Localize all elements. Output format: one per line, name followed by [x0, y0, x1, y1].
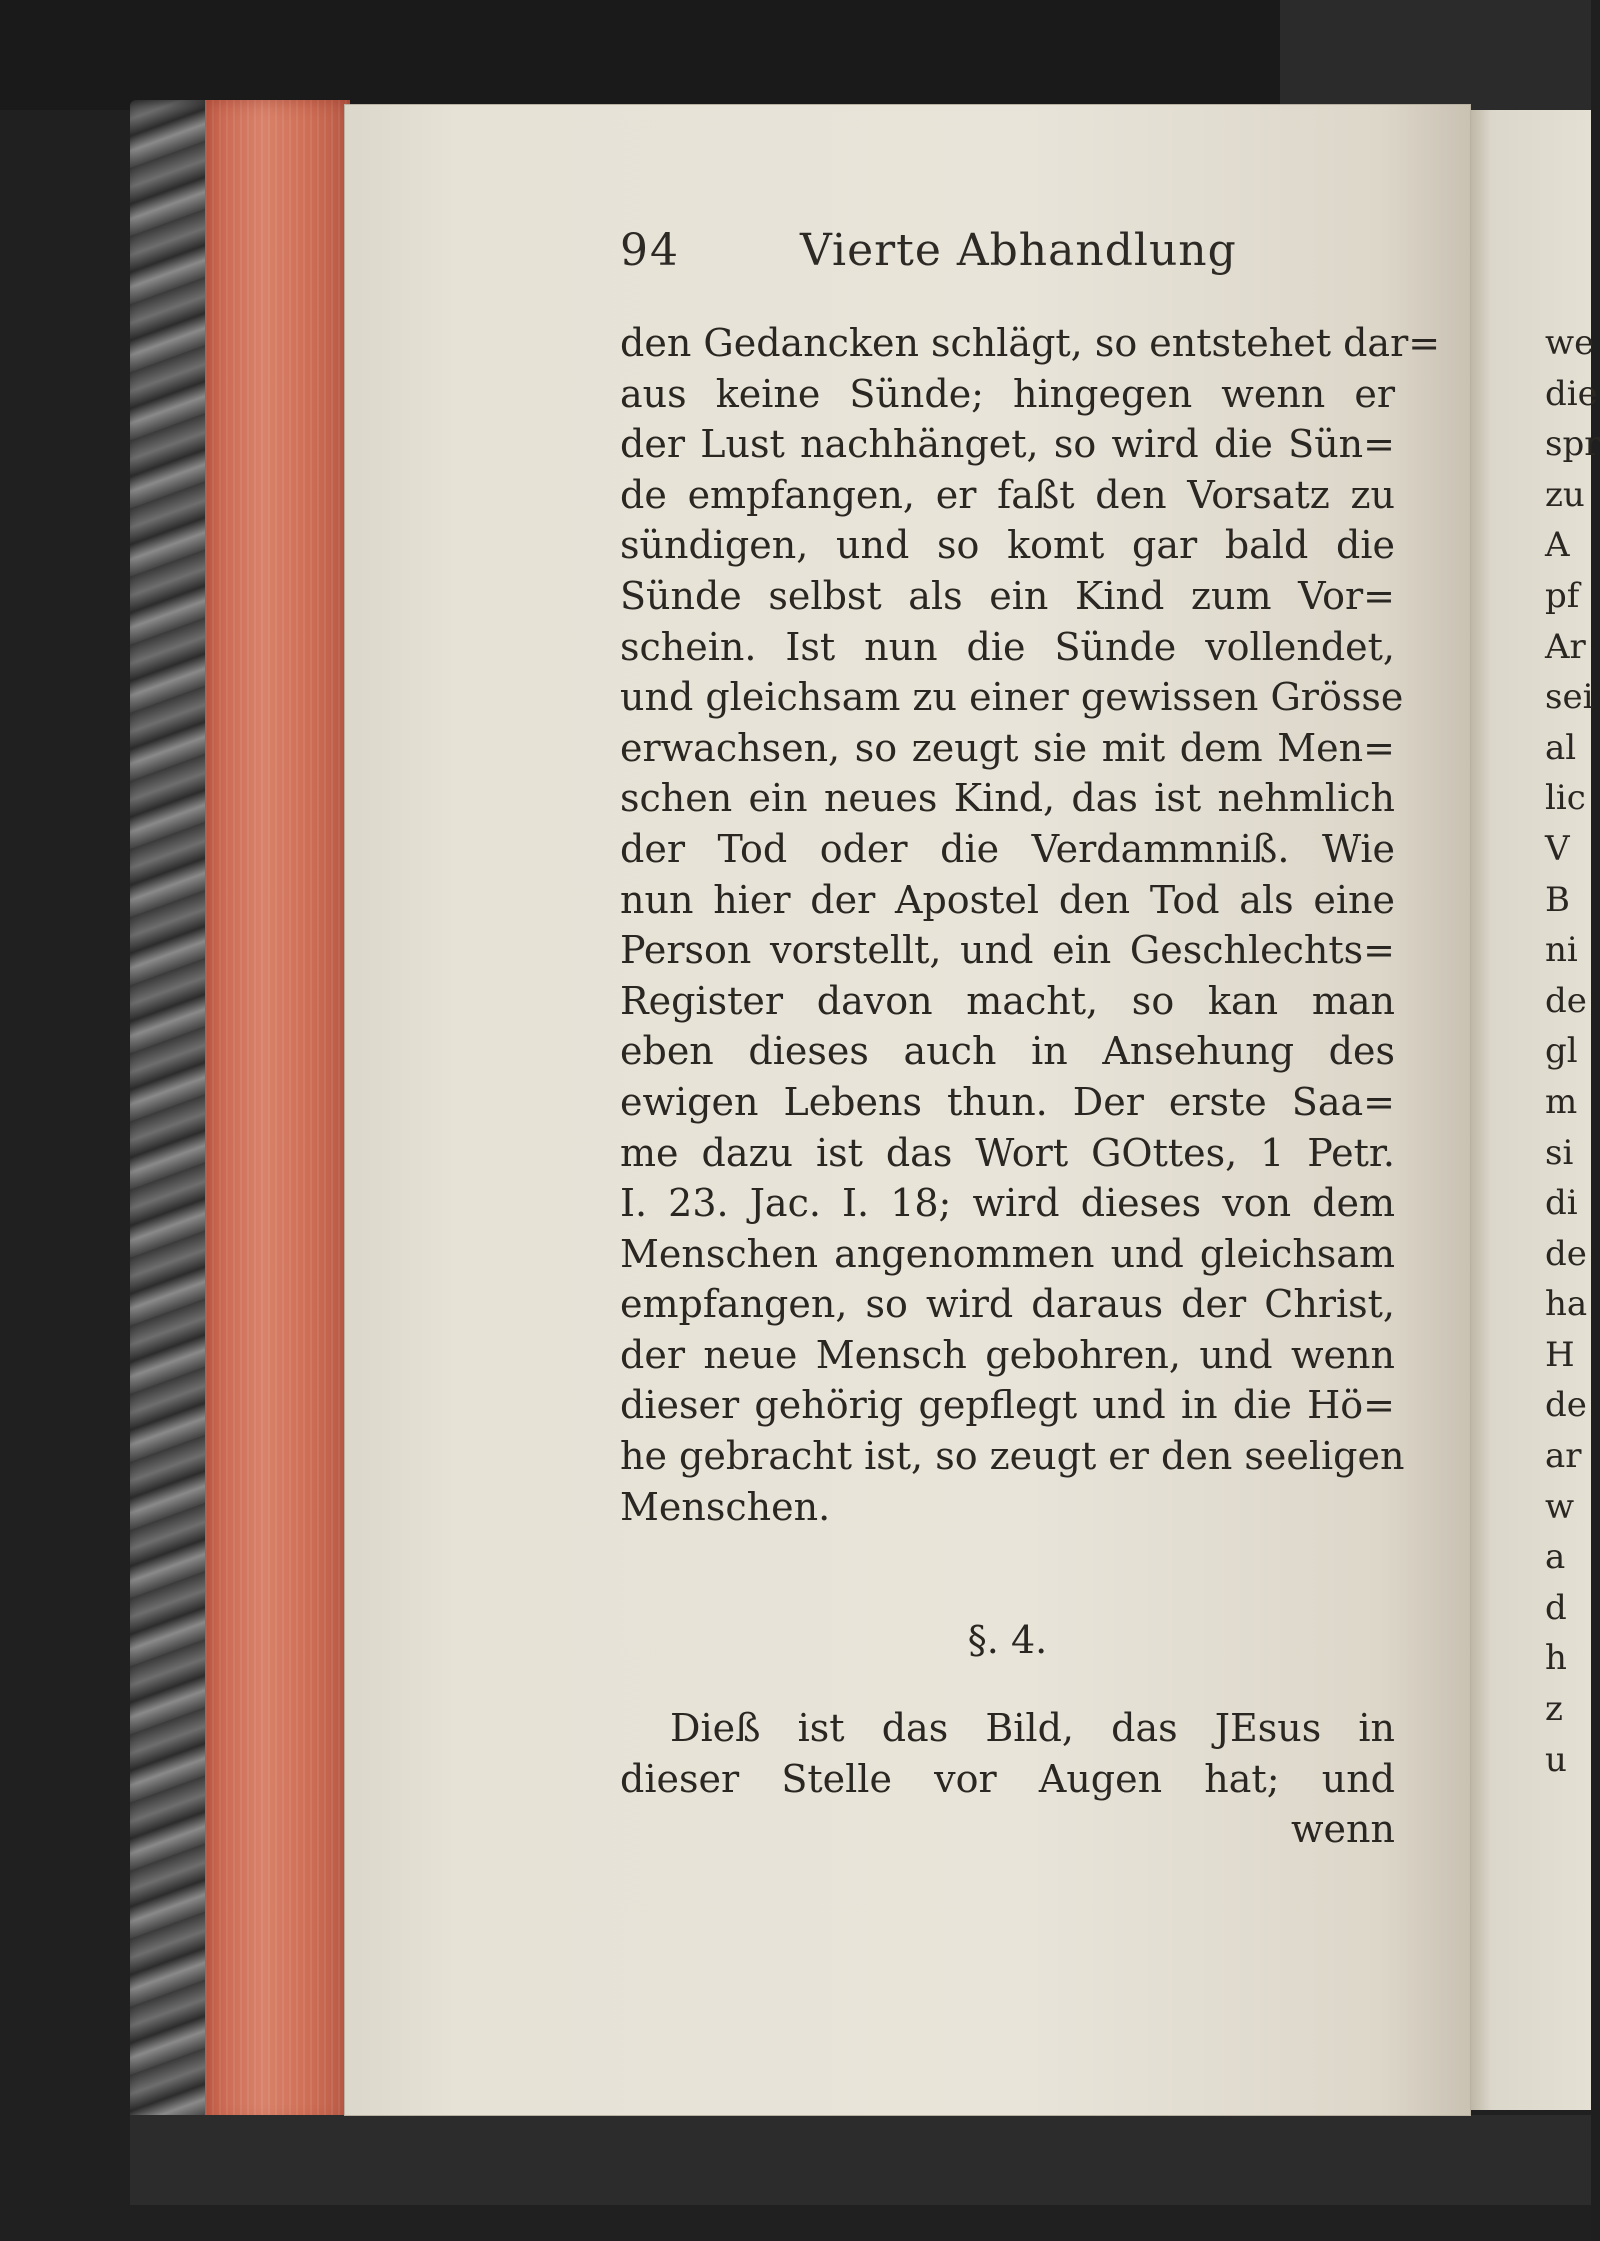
- red-page-edges: [205, 100, 350, 2125]
- text-line: Menschen angenommen und gleichsam: [620, 1231, 1395, 1276]
- text-line: der Lust nachhänget, so wird die Sün=: [620, 422, 1395, 467]
- text-line: I. 23. Jac. I. 18; wird dieses von dem: [620, 1181, 1395, 1226]
- facing-line: si: [1545, 1132, 1574, 1173]
- text-line: Menschen.: [620, 1484, 831, 1529]
- facing-line: pf: [1545, 575, 1580, 616]
- facing-line: lic: [1545, 778, 1586, 819]
- text-line: he gebracht ist, so zeugt er den seeligen: [620, 1434, 1405, 1479]
- background-right-top: [1280, 0, 1591, 110]
- section-mark: §. 4.: [967, 1618, 1048, 1662]
- facing-line: de: [1545, 980, 1587, 1021]
- facing-line: ha: [1545, 1284, 1588, 1325]
- text-line: und gleichsam zu einer gewissen Grösse: [620, 675, 1404, 720]
- facing-line: Ar: [1545, 626, 1586, 667]
- page-header: [620, 225, 1400, 285]
- text-line: nun hier der Apostel den Tod als eine: [620, 877, 1395, 922]
- facing-line: di: [1545, 1183, 1578, 1224]
- facing-line: al: [1545, 727, 1577, 768]
- paragraph-2: [620, 1703, 1395, 1855]
- facing-line: B: [1545, 879, 1570, 920]
- catchword: wenn: [1291, 1807, 1395, 1852]
- text-line: aus keine Sünde; hingegen wenn er: [620, 371, 1395, 416]
- text-line: dieser gehörig gepflegt und in die Hö=: [620, 1383, 1395, 1428]
- text-line: Person vorstellt, und ein Geschlechts=: [620, 928, 1395, 973]
- facing-line: u: [1545, 1739, 1567, 1780]
- facing-line: V: [1545, 828, 1570, 869]
- facing-line: spr: [1545, 424, 1600, 465]
- page-number: 94: [620, 225, 680, 276]
- facing-page-text: [1545, 318, 1600, 1785]
- text-line: erwachsen, so zeugt sie mit dem Men=: [620, 725, 1395, 770]
- text-line: Sünde selbst als ein Kind zum Vor=: [620, 573, 1395, 618]
- text-line: me dazu ist das Wort GOttes, 1 Petr.: [620, 1130, 1395, 1175]
- text-line: de empfangen, er faßt den Vorsatz zu: [620, 472, 1395, 517]
- text-line: den Gedancken schlägt, so entstehet dar=: [620, 321, 1441, 365]
- facing-line: a: [1545, 1537, 1566, 1578]
- bottom-board: [130, 2115, 1591, 2205]
- facing-line: z: [1545, 1689, 1563, 1730]
- facing-line: ar: [1545, 1436, 1582, 1477]
- text-line: schen ein neues Kind, das ist nehmlich: [620, 776, 1395, 821]
- facing-line: H: [1545, 1334, 1575, 1375]
- facing-line: m: [1545, 1081, 1578, 1122]
- text-line: empfangen, so wird daraus der Christ,: [620, 1282, 1395, 1327]
- paragraph-1: [620, 318, 1441, 1532]
- running-title: Vierte Abhandlung: [800, 225, 1237, 276]
- facing-line: de: [1545, 1233, 1587, 1274]
- text-line: schein. Ist nun die Sünde vollendet,: [620, 624, 1395, 669]
- text-line: dieser Stelle vor Augen hat; und: [620, 1756, 1395, 1801]
- facing-line: zu: [1545, 474, 1585, 515]
- facing-line: w: [1545, 1486, 1575, 1527]
- facing-line: we: [1545, 323, 1595, 363]
- facing-line: sei: [1545, 677, 1594, 718]
- text-line: der Tod oder die Verdammniß. Wie: [620, 826, 1395, 871]
- text-line: Register davon macht, so kan man: [620, 978, 1395, 1023]
- facing-line: h: [1545, 1638, 1567, 1679]
- facing-line: ni: [1545, 930, 1578, 971]
- text-line: der neue Mensch gebohren, und wenn: [620, 1332, 1395, 1377]
- facing-line: A: [1545, 525, 1570, 566]
- facing-line: die: [1545, 373, 1598, 414]
- text-line: ewigen Lebens thun. Der erste Saa=: [620, 1079, 1395, 1124]
- facing-line: de: [1545, 1385, 1587, 1426]
- text-line: sündigen, und so komt gar bald die: [620, 523, 1395, 568]
- facing-line: gl: [1545, 1031, 1578, 1072]
- text-line: eben dieses auch in Ansehung des: [620, 1029, 1395, 1074]
- facing-line: d: [1545, 1587, 1567, 1628]
- text-line: Dieß ist das Bild, das JEsus in: [670, 1706, 1395, 1750]
